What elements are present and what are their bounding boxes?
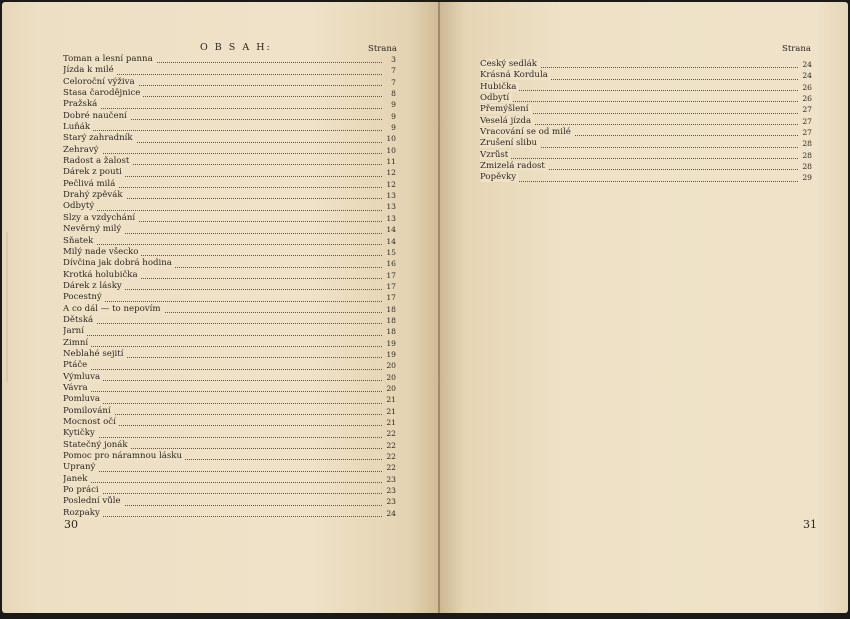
toc-leader-dots <box>63 210 382 211</box>
toc-entry <box>63 224 396 235</box>
toc-entry-page: 13 <box>386 191 396 201</box>
toc-entry-page: 22 <box>386 440 396 450</box>
toc-entry <box>63 315 396 326</box>
toc-entry-page: 20 <box>386 361 396 371</box>
toc-leader-dots <box>63 482 382 483</box>
toc-entry-page: 7 <box>391 66 396 76</box>
toc-entry-title: Dětská <box>63 315 96 325</box>
toc-leader-dots <box>63 153 382 154</box>
toc-entry-title: Pomluva <box>63 394 103 404</box>
toc-entry-title: Jízda k milé <box>63 65 117 75</box>
toc-entry <box>63 383 396 394</box>
toc-entry-page: 17 <box>386 293 396 303</box>
toc-entry <box>63 508 396 519</box>
toc-entry-page: 21 <box>386 418 396 427</box>
toc-entry <box>63 428 396 439</box>
toc-entry-title: Stasa čarodějnice <box>63 88 143 98</box>
toc-entry-title: Poslední vůle <box>63 496 124 506</box>
toc-entry-page: 23 <box>386 474 396 484</box>
toc-entry-page: 28 <box>802 150 812 160</box>
right-page <box>440 2 848 613</box>
toc-heading: O B S A H: <box>200 42 272 53</box>
toc-entry-page: 27 <box>802 116 812 126</box>
toc-entry <box>480 138 812 149</box>
toc-entry <box>63 270 396 281</box>
toc-leader-dots <box>63 301 382 302</box>
toc-entry <box>63 451 396 462</box>
toc-entry-page: 18 <box>386 315 396 325</box>
toc-entry-page: 19 <box>386 338 396 348</box>
toc-entry-page: 17 <box>386 270 396 280</box>
page-crease <box>6 232 8 382</box>
toc-entry <box>63 462 396 473</box>
toc-entry-title: Ptáče <box>63 360 90 370</box>
toc-leader-dots <box>63 493 382 494</box>
toc-entry-title: Nevěrný milý <box>63 224 124 234</box>
toc-entry-page: 19 <box>386 349 396 359</box>
toc-entry <box>63 190 396 201</box>
toc-entry <box>63 201 396 212</box>
toc-entry <box>63 156 396 167</box>
toc-entry-page: 27 <box>802 128 812 138</box>
toc-entry-title: Statečný jonák <box>63 440 131 450</box>
toc-entry-title: Radost a žalost <box>63 156 132 166</box>
toc-leader-dots <box>63 437 382 438</box>
toc-entry <box>63 406 396 417</box>
toc-entry-page: 7 <box>391 77 396 87</box>
toc-entry-title: Zmizelá radost <box>480 161 548 171</box>
toc-entry-title: Veselá jízda <box>480 116 534 126</box>
toc-entry <box>63 326 396 337</box>
toc-leader-dots <box>63 391 382 392</box>
toc-leader-dots <box>63 471 382 472</box>
toc-entry-title: Žehravý <box>63 145 102 155</box>
toc-entry <box>63 213 396 224</box>
toc-entry <box>63 179 396 190</box>
toc-entry-title: Vracování se od milé <box>480 127 574 137</box>
toc-entry-title: Přemýšlení <box>480 104 532 114</box>
toc-leader-dots <box>63 516 382 517</box>
toc-entry-page: 20 <box>386 372 396 382</box>
toc-entry-page: 12 <box>386 179 396 189</box>
toc-entry <box>63 54 396 65</box>
toc-leader-dots <box>480 101 798 102</box>
toc-entry-title: Dobré naučení <box>63 111 130 121</box>
toc-entry <box>480 93 812 104</box>
toc-leader-dots <box>480 90 798 91</box>
toc-entry-title: Janek <box>63 474 90 484</box>
toc-entry <box>63 360 396 371</box>
toc-leader-dots <box>63 244 382 245</box>
toc-entry <box>63 133 396 144</box>
toc-entry <box>63 349 396 360</box>
toc-entry-title: Zimní <box>63 338 91 348</box>
toc-entry-title: Pomoc pro náramnou lásku <box>63 451 185 461</box>
toc-entry-title: Mocnost očí <box>63 417 119 427</box>
toc-entry-page: 27 <box>802 105 812 115</box>
toc-entry <box>63 474 396 485</box>
toc-entry-title: Starý zahradník <box>63 133 136 143</box>
toc-entry-page: 22 <box>386 429 396 439</box>
toc-entry-title: Pomilování <box>63 406 114 416</box>
toc-entry <box>63 372 396 383</box>
toc-entry-page: 3 <box>391 55 396 64</box>
toc-entry-title: Odbytí <box>480 93 512 103</box>
toc-entry-page: 15 <box>386 247 396 257</box>
toc-entry-page: 14 <box>386 236 396 246</box>
toc-entry <box>63 292 396 303</box>
toc-entry-page: 14 <box>386 225 396 235</box>
toc-entry-page: 24 <box>802 71 812 81</box>
toc-entry-title: Hubička <box>480 82 519 92</box>
toc-entry-page: 9 <box>391 123 396 133</box>
toc-entry <box>63 111 396 122</box>
toc-entry-page: 18 <box>386 304 396 314</box>
toc-entry <box>63 417 396 428</box>
toc-entry-title: Popěvky <box>480 172 519 182</box>
toc-entry <box>63 122 396 133</box>
toc-list-right <box>480 59 812 184</box>
toc-entry-title: Pražská <box>63 99 100 109</box>
toc-entry-page: 12 <box>386 168 396 178</box>
toc-entry-page: 22 <box>386 452 396 462</box>
toc-entry-page: 9 <box>391 111 396 121</box>
toc-entry-title: Dívčina jak dobrá hodina <box>63 258 175 268</box>
toc-entry-page: 26 <box>802 94 812 104</box>
toc-entry-page: 9 <box>391 100 396 110</box>
toc-entry-title: Slzy a vzdychání <box>63 213 138 223</box>
toc-entry-page: 17 <box>386 281 396 291</box>
page-column-label-right: Strana <box>782 44 811 54</box>
toc-entry-page: 13 <box>386 213 396 223</box>
toc-entry-page: 8 <box>391 89 396 99</box>
toc-entry <box>63 236 396 247</box>
toc-entry-title: Toman a lesní panna <box>63 54 156 64</box>
toc-entry <box>63 99 396 110</box>
toc-entry-title: Sňatek <box>63 236 96 246</box>
toc-entry <box>63 167 396 178</box>
toc-entry <box>480 59 812 70</box>
toc-leader-dots <box>63 369 382 370</box>
toc-leader-dots <box>63 130 382 131</box>
toc-entry-title: Milý nade všecko <box>63 247 141 257</box>
toc-leader-dots <box>63 403 382 404</box>
toc-entry-page: 20 <box>386 383 396 393</box>
toc-entry <box>480 70 812 81</box>
toc-entry-title: A co dál — to nepovím <box>63 304 164 314</box>
toc-entry-title: Celoroční výživa <box>63 77 138 87</box>
toc-entry-title: Vávra <box>63 383 91 393</box>
toc-entry <box>63 77 396 88</box>
toc-entry-page: 16 <box>386 259 396 269</box>
toc-entry <box>63 88 396 99</box>
toc-leader-dots <box>480 181 798 182</box>
toc-entry-title: Drahý zpěvák <box>63 190 126 200</box>
toc-leader-dots <box>63 108 382 109</box>
toc-entry <box>480 150 812 161</box>
toc-entry-title: Český sedlák <box>480 59 540 69</box>
toc-entry-title: Dárek z pouti <box>63 167 125 177</box>
toc-entry-page: 18 <box>386 327 396 337</box>
toc-entry-page: 21 <box>386 406 396 416</box>
toc-entry-page: 10 <box>386 134 396 144</box>
toc-entry-page: 24 <box>802 60 812 69</box>
toc-entry <box>480 127 812 138</box>
page-number-right: 31 <box>803 518 817 531</box>
toc-entry <box>63 304 396 315</box>
toc-entry-page: 26 <box>802 82 812 92</box>
toc-entry <box>480 82 812 93</box>
toc-entry-title: Pocestný <box>63 292 105 302</box>
toc-entry <box>480 116 812 127</box>
toc-entry-page: 28 <box>802 162 812 172</box>
toc-entry <box>480 161 812 172</box>
toc-entry <box>480 104 812 115</box>
page-column-label: Strana <box>368 44 397 54</box>
toc-entry-page: 21 <box>386 395 396 405</box>
toc-entry-title: Krotká holubička <box>63 270 141 280</box>
toc-entry <box>63 485 396 496</box>
toc-entry-page: 23 <box>386 486 396 496</box>
toc-entry-title: Vzrůst <box>480 150 511 160</box>
toc-entry-page: 23 <box>386 497 396 507</box>
toc-entry <box>63 258 396 269</box>
toc-leader-dots <box>63 346 382 347</box>
toc-entry-page: 28 <box>802 139 812 149</box>
toc-entry-title: Upraný <box>63 462 98 472</box>
toc-entry-page: 29 <box>802 173 812 183</box>
toc-entry-title: Dárek z lásky <box>63 281 125 291</box>
toc-entry-title: Rozpaky <box>63 508 103 518</box>
toc-leader-dots <box>63 380 382 381</box>
toc-list-left <box>63 54 396 519</box>
toc-entry-title: Odbytý <box>63 201 97 211</box>
toc-entry-title: Zrušení slibu <box>480 138 540 148</box>
toc-entry-title: Luňák <box>63 122 93 132</box>
toc-entry-page: 11 <box>386 157 396 167</box>
toc-entry <box>480 172 812 183</box>
toc-entry-page: 13 <box>386 202 396 212</box>
toc-entry-title: Po práci <box>63 485 102 495</box>
toc-leader-dots <box>480 158 798 159</box>
toc-entry-title: Výmluva <box>63 372 103 382</box>
toc-entry <box>63 394 396 405</box>
toc-entry-page: 24 <box>386 508 396 518</box>
toc-leader-dots <box>63 323 382 324</box>
toc-entry <box>63 338 396 349</box>
toc-entry-title: Kytičky <box>63 428 98 438</box>
toc-entry-title: Krásná Kordula <box>480 70 551 80</box>
toc-entry <box>63 440 396 451</box>
toc-entry-title: Neblahé sejití <box>63 349 126 359</box>
toc-entry <box>63 496 396 507</box>
left-page <box>2 2 439 613</box>
toc-entry-title: Pečlivá milá <box>63 179 118 189</box>
toc-entry-title: Jarní <box>63 326 87 336</box>
toc-entry <box>63 281 396 292</box>
toc-entry <box>63 145 396 156</box>
toc-leader-dots <box>63 335 382 336</box>
toc-entry <box>63 247 396 258</box>
book-spread <box>2 2 848 613</box>
page-number-left: 30 <box>64 518 78 531</box>
toc-entry <box>63 65 396 76</box>
toc-entry-page: 10 <box>386 145 396 155</box>
toc-entry-page: 22 <box>386 463 396 473</box>
